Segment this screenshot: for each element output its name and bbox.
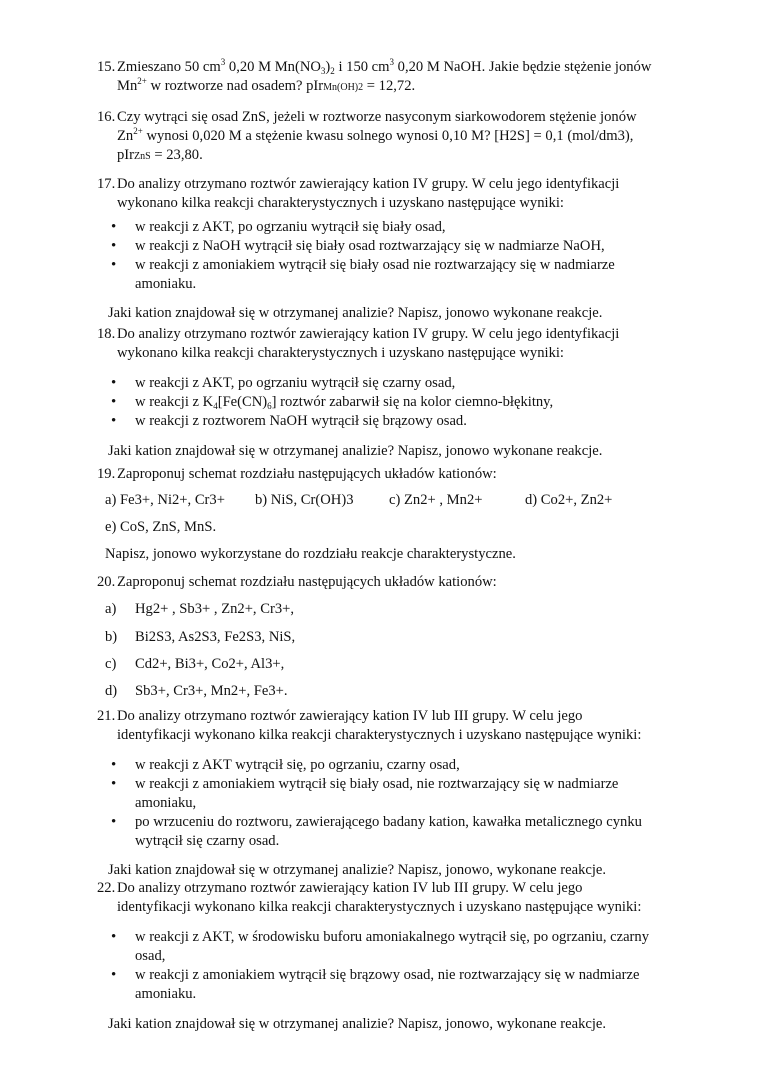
closing-question: Napisz, jonowo wykorzystane do rozdziału reakcje charakterystyczne.: [105, 546, 516, 562]
question-16: [97, 108, 687, 166]
text-segment: 0,20 M Mn(NO: [225, 59, 321, 75]
list-item: • w reakcji z amoniakiem wytrącił się biały osad, nie roztwarzający się w nadmiarze amoniaku,: [97, 775, 655, 813]
question-number: 21.: [97, 708, 116, 724]
text-segment: Zmieszano 50 cm: [117, 59, 221, 75]
text-line: identyfikacji wykonano kilka reakcji charakterystycznych i uzyskano następujące wyniki:: [117, 899, 642, 915]
list-item: • w reakcji z amoniakiem wytrącił się brązowy osad, nie roztwarzający się w nadmiarze amoniaku.: [97, 966, 683, 1004]
list-item: • w reakcji z amoniakiem wytrącił się biały osad nie roztwarzający się w nadmiarze amoniaku.: [97, 256, 645, 294]
option-label: c): [105, 656, 117, 672]
text-segment: ): [325, 59, 331, 75]
text-segment: Zn: [117, 128, 134, 144]
option-row: [105, 655, 284, 674]
question-text: Zaproponuj schemat rozdziału następujących układów kationów:: [117, 574, 497, 590]
question-19: [97, 465, 687, 484]
list-item: • po wrzuceniu do roztworu, zawierającego badany kation, kawałka metalicznego cynku wytrącił się czarny osad.: [97, 813, 675, 851]
question-number: 20.: [97, 574, 116, 590]
superscript: 2+: [133, 126, 143, 136]
list-item: • w reakcji z AKT, po ogrzaniu wytrącił się czarny osad,: [97, 374, 687, 393]
results-list: [97, 928, 687, 1004]
text-line: wykonano kilka reakcji charakterystycznych i uzyskano następujące wyniki:: [117, 345, 564, 361]
subscript: 2: [330, 66, 335, 76]
option-label: b): [105, 629, 118, 645]
question-text: [97, 58, 687, 97]
results-list: [97, 756, 687, 851]
text-segment: i 150 cm: [334, 59, 390, 75]
question-15: [97, 58, 687, 97]
question-number: 16.: [97, 109, 116, 125]
question-number: 19.: [97, 466, 116, 482]
option-e: e) CoS, ZnS, MnS.: [105, 519, 217, 535]
option-row: [105, 682, 288, 701]
option-b: b) NiS, Cr(OH)3: [255, 492, 354, 508]
text-segment: 0,20 M NaOH. Jakie będzie stężenie jonów: [394, 59, 652, 75]
text-line: Do analizy otrzymano roztwór zawierający kation IV lub III grupy. W celu jego: [117, 708, 583, 724]
subscript: 4: [213, 401, 218, 411]
text-line: wykonano kilka reakcji charakterystycznych i uzyskano następujące wyniki:: [117, 195, 564, 211]
list-item: • w reakcji z AKT, po ogrzaniu wytrącił się biały osad,: [97, 218, 687, 237]
list-item: • w reakcji z NaOH wytrącił się biały osad roztwarzający się w nadmiarze NaOH,: [97, 237, 687, 256]
question-text: [97, 175, 687, 213]
option-text: Sb3+, Cr3+, Mn2+, Fe3+.: [135, 683, 288, 699]
text-line: Czy wytrąci się osad ZnS, jeżeli w roztworze nasyconym siarkowodorem stężenie jonów: [117, 109, 637, 125]
list-item: [97, 393, 687, 412]
question-20: [97, 573, 687, 592]
question-text: [97, 879, 687, 917]
closing-question: Jaki kation znajdował się w otrzymanej analizie? Napisz, jonowo, wykonane reakcje.: [108, 862, 607, 878]
option-d: d) Co2+, Zn2+: [525, 492, 613, 508]
text-line: Do analizy otrzymano roztwór zawierający kation IV grupy. W celu jego identyfikacji: [117, 176, 620, 192]
closing-question: Jaki kation znajdował się w otrzymanej analizie? Napisz, jonowo, wykonane reakcje.: [108, 1016, 607, 1032]
list-item: • w reakcji z AKT, w środowisku buforu amoniakalnego wytrącił się, po ogrzaniu, czarny osad,: [97, 928, 683, 966]
question-21: [97, 707, 687, 880]
results-list: [97, 218, 687, 294]
subscript-label: ZnS: [134, 151, 151, 162]
question-22: [97, 879, 687, 1034]
text-line: Do analizy otrzymano roztwór zawierający kation IV lub III grupy. W celu jego: [117, 880, 583, 896]
text-segment: Mn: [117, 78, 138, 94]
option-row: [105, 628, 295, 647]
option-label: a): [105, 601, 117, 617]
text-line: identyfikacji wykonano kilka reakcji charakterystycznych i uzyskano następujące wyniki:: [117, 727, 642, 743]
question-number: 15.: [97, 59, 116, 75]
closing-question: Jaki kation znajdował się w otrzymanej analizie? Napisz, jonowo wykonane reakcje.: [108, 443, 603, 459]
subscript-label: Mn(OH)2: [323, 82, 364, 93]
list-item: • w reakcji z roztworem NaOH wytrącił się brązowy osad.: [97, 412, 687, 431]
superscript: 3: [389, 57, 395, 67]
option-text: Bi2S3, As2S3, Fe2S3, NiS,: [135, 629, 296, 645]
results-list: [97, 374, 687, 431]
option-a: a) Fe3+, Ni2+, Cr3+: [105, 492, 225, 508]
text-segment: = 12,72.: [363, 78, 416, 94]
superscript: 2+: [137, 76, 147, 86]
text-segment: w reakcji z K: [135, 394, 214, 410]
closing-question: Jaki kation znajdował się w otrzymanej analizie? Napisz, jonowo wykonane reakcje.: [108, 305, 603, 321]
subscript: 3: [320, 66, 326, 76]
text-line: Do analizy otrzymano roztwór zawierający kation IV grupy. W celu jego identyfikacji: [117, 326, 620, 342]
option-c: c) Zn2+ , Mn2+: [389, 492, 483, 508]
question-text: [97, 325, 687, 363]
option-text: Cd2+, Bi3+, Co2+, Al3+,: [135, 656, 285, 672]
list-item: • w reakcji z AKT wytrącił się, po ogrzaniu, czarny osad,: [97, 756, 687, 775]
option-text: Hg2+ , Sb3+ , Zn2+, Cr3+,: [135, 601, 294, 617]
option-label: d): [105, 683, 118, 699]
superscript: 3: [220, 57, 226, 67]
question-number: 17.: [97, 176, 116, 192]
text-segment: pIr: [117, 147, 135, 163]
question-text: [97, 108, 687, 166]
text-segment: w roztworze nad osadem? pIr: [146, 78, 324, 94]
question-text: [97, 707, 687, 745]
text-segment: ] roztwór zabarwił się na kolor ciemno-błękitny,: [271, 394, 554, 410]
text-segment: = 23,80.: [150, 147, 203, 163]
question-number: 18.: [97, 326, 116, 342]
text-segment: [Fe(CN): [217, 394, 268, 410]
question-number: 22.: [97, 880, 116, 896]
question-18: [97, 325, 687, 461]
subscript: 6: [267, 401, 272, 411]
question-text: Zaproponuj schemat rozdziału następujących układów kationów:: [117, 466, 497, 482]
question-17: [97, 175, 687, 323]
option-row: [105, 600, 294, 619]
text-segment: wynosi 0,020 M a stężenie kwasu solnego wynosi 0,10 M? [H2S] = 0,1 (mol/dm3),: [142, 128, 634, 144]
